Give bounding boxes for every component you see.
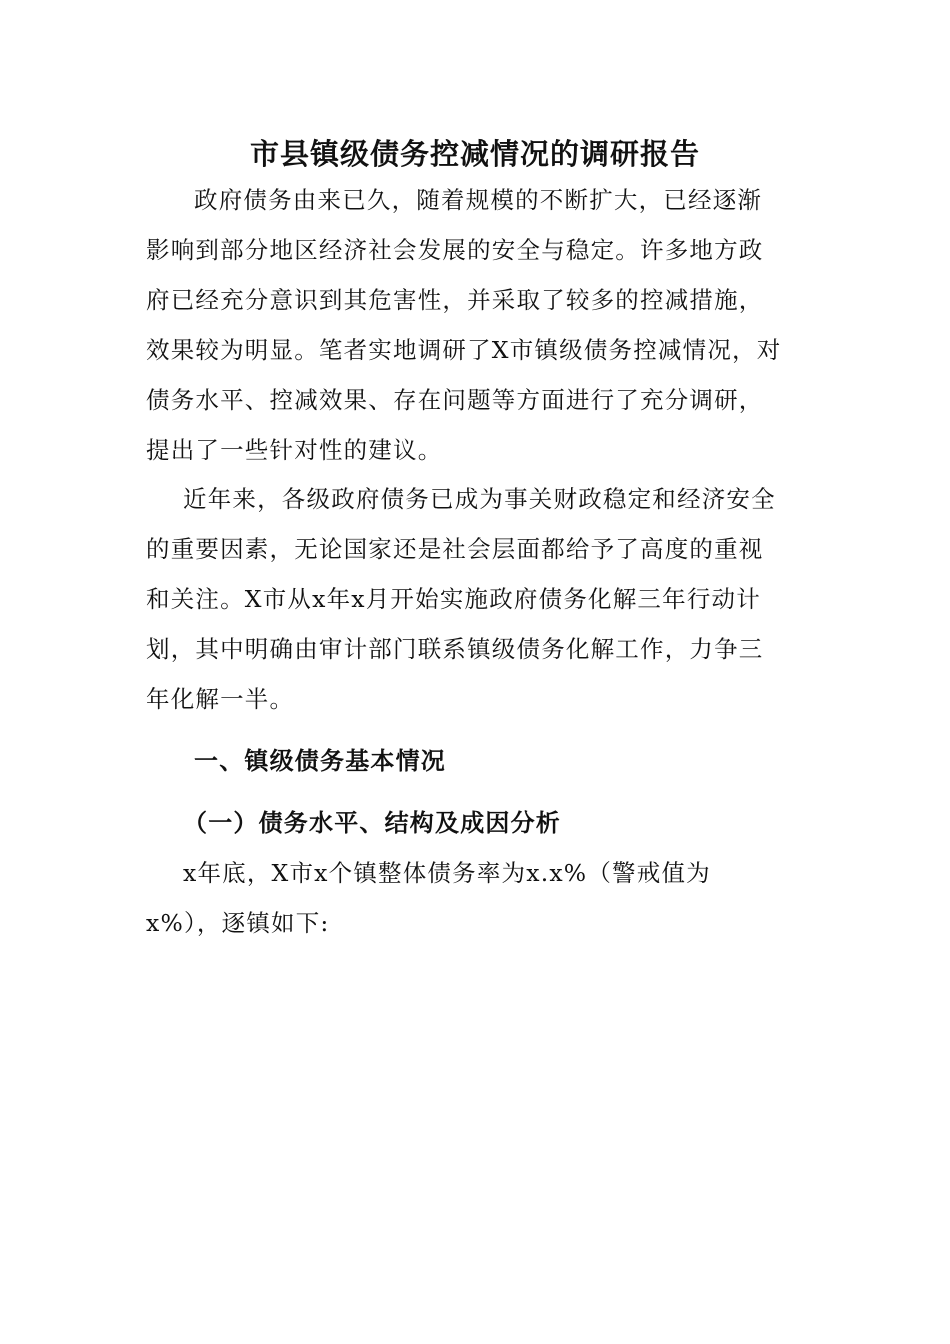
paragraph-2-line: 年化解一半。 (146, 685, 295, 713)
paragraph-3-line: x年底，X市x个镇整体债务率为x.x%（警戒值为 (183, 859, 711, 887)
section-heading: 一、镇级债务基本情况 (194, 747, 446, 775)
paragraph-2-line: 的重要因素，无论国家还是社会层面都给予了高度的重视 (146, 535, 764, 563)
paragraph-2-line: 和关注。X市从x年x月开始实施政府债务化解三年行动计 (146, 585, 761, 613)
paragraph-1-line: 效果较为明显。笔者实地调研了X市镇级债务控减情况，对 (146, 336, 782, 364)
paragraph-1-line: 政府债务由来已久，随着规模的不断扩大，已经逐渐 (194, 186, 763, 214)
paragraph-2-line: 近年来，各级政府债务已成为事关财政稳定和经济安全 (183, 485, 776, 513)
paragraph-2-line: 划，其中明确由审计部门联系镇级债务化解工作，力争三 (146, 635, 764, 663)
paragraph-1-line: 府已经充分意识到其危害性，并采取了较多的控减措施， (146, 286, 764, 314)
document-title: 市县镇级债务控减情况的调研报告 (249, 137, 700, 171)
paragraph-1-line: 提出了一些针对性的建议。 (146, 436, 443, 464)
subsection-heading: （一）债务水平、结构及成因分析 (183, 809, 561, 837)
paragraph-1-line: 债务水平、控减效果、存在问题等方面进行了充分调研， (146, 386, 764, 414)
paragraph-1-line: 影响到部分地区经济社会发展的安全与稳定。许多地方政 (146, 236, 764, 264)
paragraph-3-line: x%），逐镇如下: (146, 909, 330, 937)
